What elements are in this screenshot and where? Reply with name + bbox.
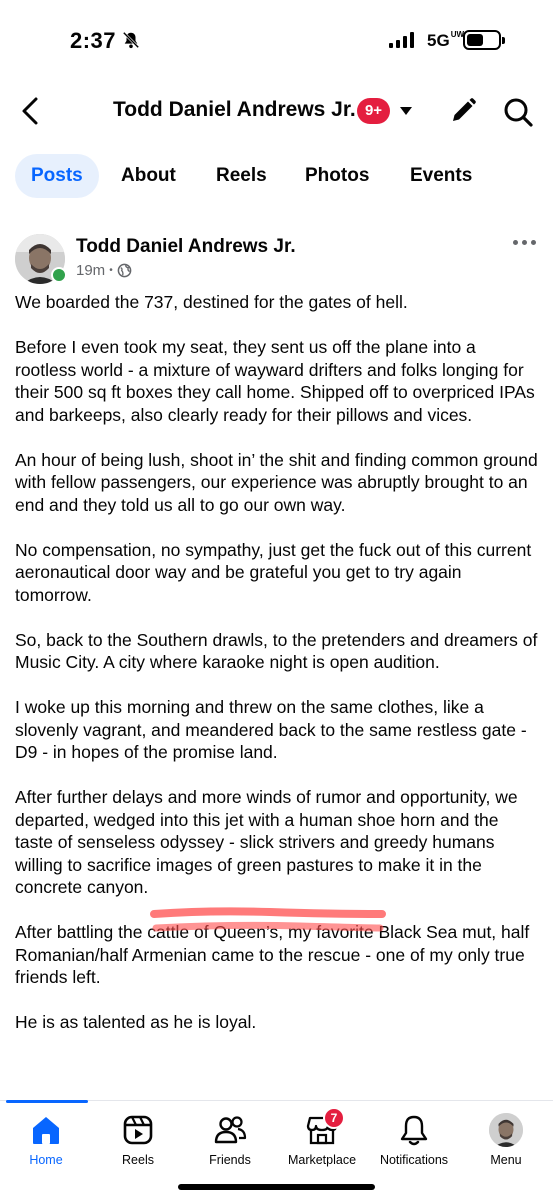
post-paragraph: No compensation, no sympathy, just get the fuck out of this current aeronautical door way and be grateful you get to try again tomorrow. xyxy=(15,539,532,605)
network-type: 5GUW xyxy=(427,30,465,50)
post-time[interactable]: 19m xyxy=(76,262,106,279)
menu-avatar xyxy=(489,1113,523,1147)
tab-events[interactable]: Events xyxy=(410,165,473,186)
nav-marketplace[interactable] xyxy=(276,1113,368,1167)
search-icon[interactable] xyxy=(502,96,534,128)
nav-label: Home xyxy=(29,1153,63,1167)
post-paragraph: After battling the cattle of Queen’s, my favorite Black Sea mut, half Romanian/half Armenian came to the rescue - one of my only true friends left. xyxy=(15,922,530,987)
nav-label: Marketplace xyxy=(287,1153,357,1167)
globe-icon xyxy=(117,263,132,278)
separator-dot: • xyxy=(109,265,113,276)
post-paragraph: So, back to the Southern drawls, to the pretenders and dreamers of Music City. A city where karaoke night is open audition. xyxy=(15,629,538,672)
nav-label: Friends xyxy=(209,1153,251,1167)
status-bar xyxy=(0,0,553,80)
post-paragraph: Before I even took my seat, they sent us off the plane into a rootless world - a mixture of wayward drifters and folks longing for their 500 sq ft boxes they call home. Shipped off to overpriced IPAs and barkeeps, also clearly ready for their pillows and vices. xyxy=(15,337,535,425)
page-header xyxy=(0,86,553,136)
nav-label: Menu xyxy=(490,1153,522,1167)
notification-count-badge: 9+ xyxy=(357,98,390,124)
post-paragraph: We boarded the 737, destined for the gates of hell. xyxy=(15,292,408,312)
profile-tabs xyxy=(15,154,545,198)
marketplace-badge: 7 xyxy=(323,1107,345,1129)
reels-icon xyxy=(121,1113,155,1147)
home-icon xyxy=(29,1113,63,1147)
post-text xyxy=(15,291,540,1056)
post-author-name[interactable]: Todd Daniel Andrews Jr. xyxy=(76,236,296,257)
tab-reels[interactable]: Reels xyxy=(216,165,267,186)
home-indicator xyxy=(178,1184,375,1190)
pencil-icon[interactable] xyxy=(449,97,477,125)
tab-about[interactable]: About xyxy=(121,165,176,186)
friends-icon xyxy=(213,1113,247,1147)
nav-label: Notifications xyxy=(379,1153,449,1167)
cellular-signal-icon xyxy=(389,32,414,48)
online-status-dot xyxy=(51,267,67,283)
tab-photos[interactable]: Photos xyxy=(305,165,370,186)
back-arrow-icon[interactable] xyxy=(18,96,44,126)
tab-posts[interactable]: Posts xyxy=(15,154,99,198)
post-paragraph: I woke up this morning and threw on the same clothes, like a slovenly vagrant, and meandered back to the same restless gate - D9 - in hopes of the promise land. xyxy=(15,697,527,762)
nav-reels[interactable] xyxy=(92,1113,184,1167)
post-paragraph: He is as talented as he is loyal. xyxy=(15,1012,257,1032)
more-options-icon[interactable] xyxy=(513,240,536,245)
post-meta xyxy=(76,262,132,279)
post-header xyxy=(15,232,540,282)
status-time: 2:37 xyxy=(70,28,117,53)
active-tab-indicator xyxy=(6,1100,88,1103)
page-title[interactable]: Todd Daniel Andrews Jr. xyxy=(113,98,356,121)
marketplace-icon xyxy=(305,1113,339,1147)
nav-label: Reels xyxy=(122,1153,154,1167)
nav-menu[interactable] xyxy=(460,1113,552,1167)
chevron-down-icon[interactable] xyxy=(399,106,413,116)
battery-icon xyxy=(463,30,501,50)
nav-home[interactable] xyxy=(0,1113,92,1167)
post-paragraph: An hour of being lush, shoot in’ the shit and finding common ground with fellow passengers, our experience was abruptly brought to an end and they told us all to go our own way. xyxy=(15,449,538,515)
nav-friends[interactable] xyxy=(184,1113,276,1167)
post-paragraph: After further delays and more winds of rumor and opportunity, we departed, wedged into this jet with a human shoe horn and the taste of senseless odyssey - slick strivers and greedy humans willing to sacrifice images of green pastures to make it in the concrete canyon. xyxy=(15,787,518,897)
bell-slash-icon xyxy=(122,31,140,49)
nav-notifications[interactable] xyxy=(368,1113,460,1167)
bell-icon xyxy=(397,1113,431,1147)
